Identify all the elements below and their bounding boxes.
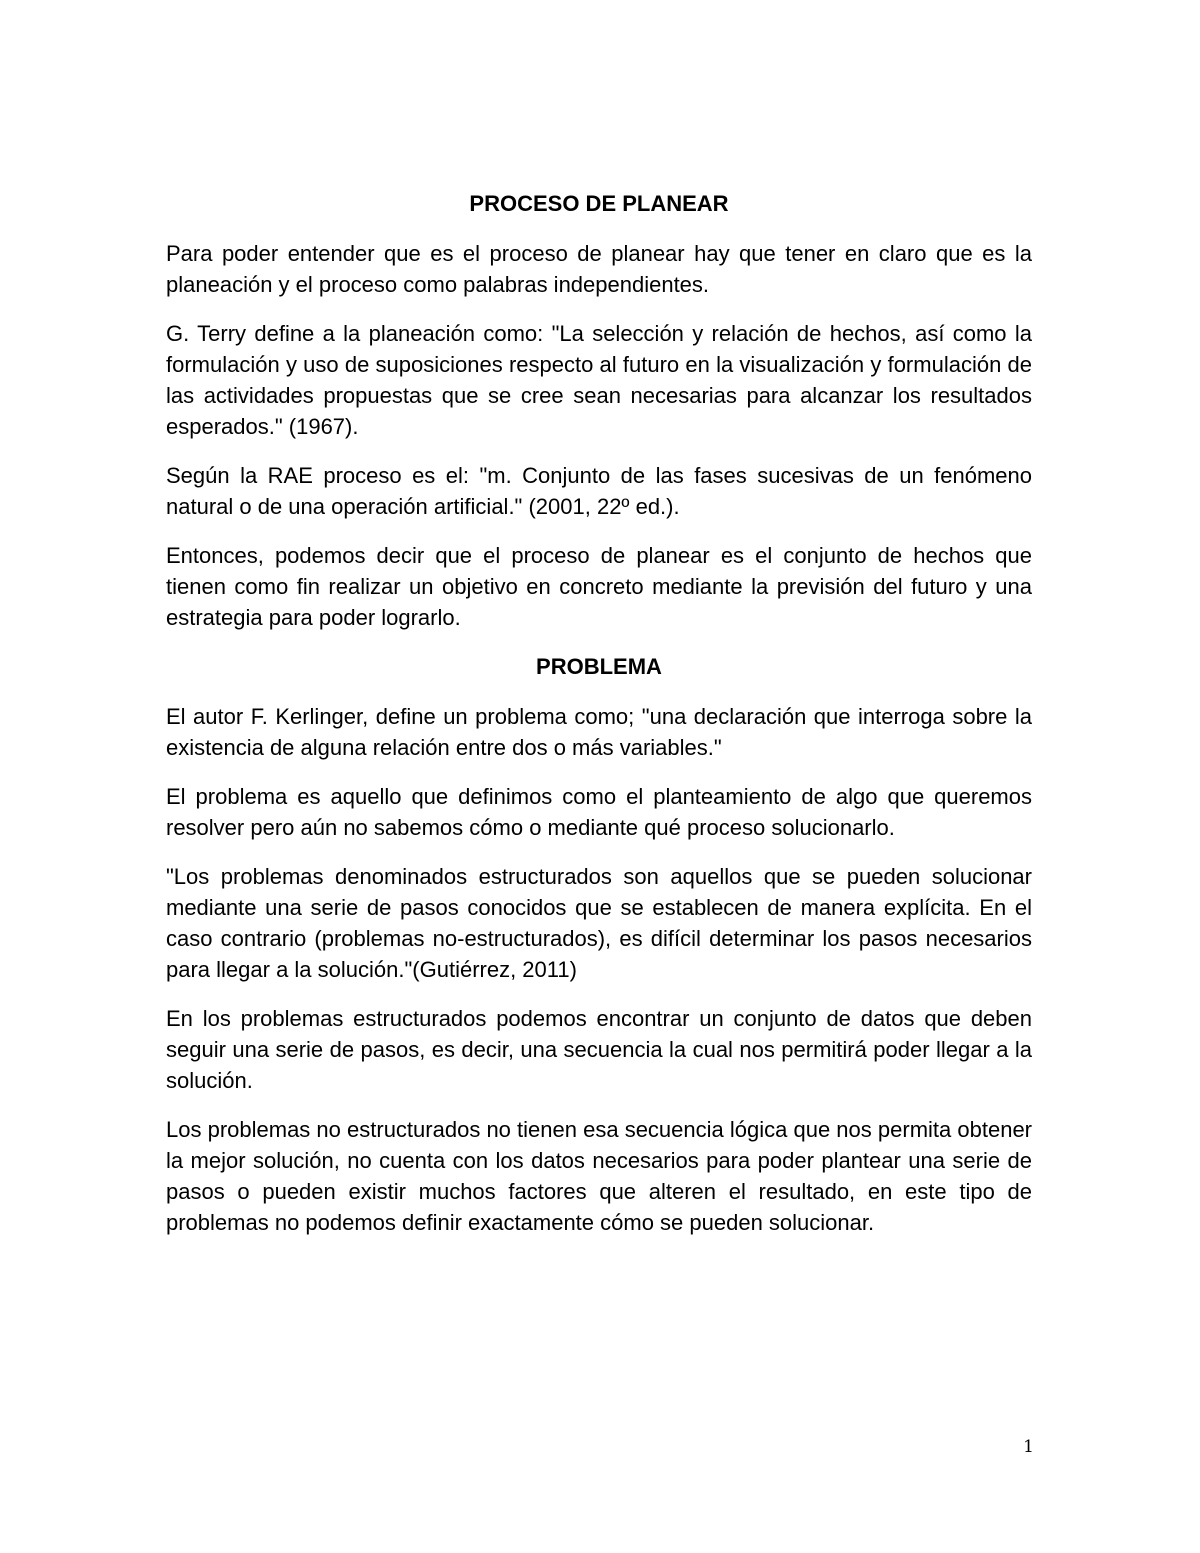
document-body (166, 188, 1032, 1256)
paragraph: En los problemas estructurados podemos encontrar un conjunto de datos que deben seguir una serie de pasos, es decir, una secuencia la cual nos permitirá poder llegar a la solución. (166, 1006, 1032, 1093)
paragraph: El autor F. Kerlinger, define un problema como; "una declaración que interroga sobre la existencia de alguna relación entre dos o más variables." (166, 704, 1032, 760)
paragraph: G. Terry define a la planeación como: "La selección y relación de hechos, así como la formulación y uso de suposiciones respecto al futuro en la visualización y formulación de las actividades propuestas que se cree sean necesarias para alcanzar los resultados esperados." (1967). (166, 321, 1032, 439)
paragraph: Según la RAE proceso es el: "m. Conjunto de las fases sucesivas de un fenómeno natural o de una operación artificial." (2001, 22º ed.). (166, 463, 1032, 519)
page-number: 1 (1023, 1437, 1034, 1457)
section-heading-proceso-de-planear: PROCESO DE PLANEAR (469, 191, 729, 216)
paragraph: Para poder entender que es el proceso de planear hay que tener en claro que es la planeación y el proceso como palabras independientes. (166, 241, 1032, 297)
paragraph: Los problemas no estructurados no tienen esa secuencia lógica que nos permita obtener la mejor solución, no cuenta con los datos necesarios para poder plantear una serie de pasos o pueden existir muchos factores que alteren el resultado, en este tipo de problemas no podemos definir exactamente cómo se pueden solucionar. (166, 1117, 1032, 1235)
paragraph: "Los problemas denominados estructurados son aquellos que se pueden solucionar mediante una serie de pasos conocidos que se establecen de manera explícita. En el caso contrario (problemas no-estructurados), es difícil determinar los pasos necesarios para llegar a la solución."(Gutiérrez, 2011) (166, 864, 1032, 982)
paragraph: Entonces, podemos decir que el proceso de planear es el conjunto de hechos que tienen como fin realizar un objetivo en concreto mediante la previsión del futuro y una estrategia para poder lograrlo. (166, 543, 1032, 630)
paragraph: El problema es aquello que definimos como el planteamiento de algo que queremos resolver pero aún no sabemos cómo o mediante qué proceso solucionarlo. (166, 784, 1032, 840)
section-heading-problema: PROBLEMA (536, 654, 662, 679)
